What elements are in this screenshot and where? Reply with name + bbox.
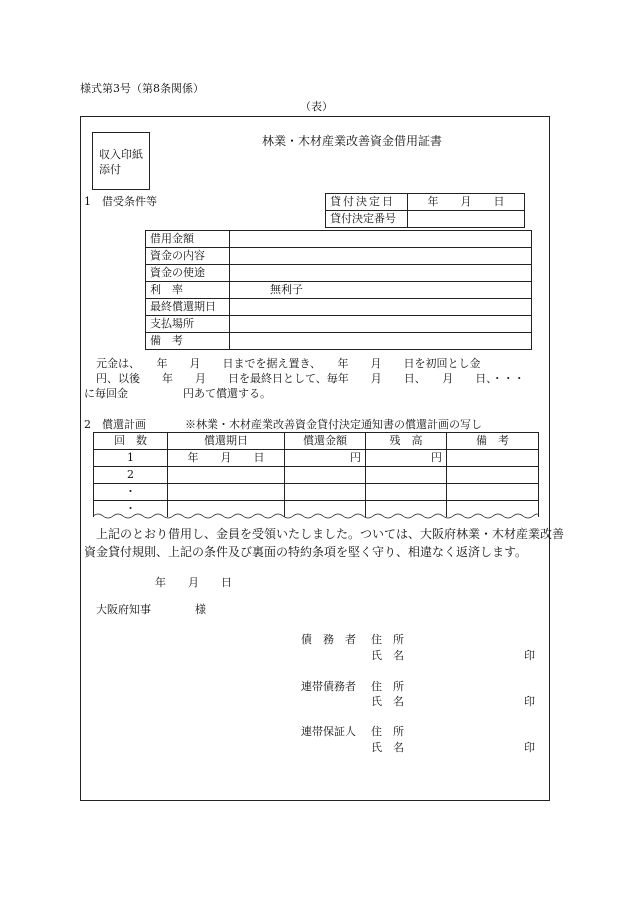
table-row <box>94 484 539 501</box>
schedule-cell: ・ <box>94 484 168 501</box>
section2-label: 2 償還計画 <box>84 418 146 431</box>
condition-value: 無利子 <box>230 282 532 299</box>
condition-label: 最終償還期日 <box>146 299 230 316</box>
condition-label: 利 率 <box>146 282 230 299</box>
schedule-cell <box>366 484 447 501</box>
seal-mark: 印 <box>524 695 535 708</box>
revenue-stamp-box <box>92 132 150 190</box>
document-title: 林業・木材産業改善資金借用証書 <box>262 134 443 148</box>
section1-label: 1 借受条件等 <box>84 195 157 208</box>
table-row <box>146 231 532 248</box>
seal-mark: 印 <box>524 649 535 662</box>
condition-value <box>230 231 532 248</box>
table-row <box>146 282 532 299</box>
table-row <box>94 467 539 484</box>
condition-label: 支払場所 <box>146 316 230 333</box>
decision-number-value <box>408 211 525 228</box>
condition-value <box>230 265 532 282</box>
statement-line1: 上記のとおり借用し、金員を受領いたしました。ついては、大阪府林業・木材産業改善 <box>96 527 565 541</box>
signer-name-label: 氏 名 <box>371 741 404 754</box>
signer-address-label: 住 所 <box>371 725 404 738</box>
condition-label: 備 考 <box>146 333 230 350</box>
signing-date: 年 月 日 <box>155 576 232 589</box>
signer-address-label: 住 所 <box>371 633 404 646</box>
repayment-text-line2: 円、以後 年 月 日を最終日として、毎年 月 日、 月 日、・・・ <box>96 372 525 385</box>
schedule-cell: 1 <box>94 450 168 467</box>
condition-value <box>230 333 532 350</box>
table-row <box>94 433 539 450</box>
schedule-cell: 円 <box>285 450 366 467</box>
condition-value <box>230 316 532 333</box>
table-break-wave <box>93 512 539 520</box>
table-row <box>146 265 532 282</box>
decision-number-label: 貸付決定番号 <box>326 211 408 228</box>
stamp-label-line2: 添付 <box>99 163 121 176</box>
condition-label: 資金の内容 <box>146 248 230 265</box>
repayment-text-line1: 元金は、 年 月 日までを据え置き、 年 月 日を初回とし金 <box>96 357 481 370</box>
addressee: 大阪府知事 様 <box>96 603 206 616</box>
signer-role: 債 務 者 <box>301 633 356 646</box>
table-row <box>94 450 539 467</box>
schedule-cell: ・ <box>94 501 168 518</box>
repayment-text-line3: に毎回金 円あて償還する。 <box>84 387 271 400</box>
seal-mark: 印 <box>524 741 535 754</box>
schedule-cell: 円 <box>366 450 447 467</box>
table-row <box>326 211 525 228</box>
signer-role: 連帯保証人 <box>301 725 356 738</box>
schedule-cell <box>285 467 366 484</box>
table-row <box>326 194 525 211</box>
table-row <box>146 299 532 316</box>
table-row <box>146 333 532 350</box>
schedule-header-cell: 償還期日 <box>168 433 285 450</box>
schedule-cell <box>285 484 366 501</box>
decision-date-label: 貸付決定日 <box>326 194 408 211</box>
schedule-header-cell: 償還金額 <box>285 433 366 450</box>
loan-conditions-table <box>145 230 532 350</box>
schedule-header-cell: 備 考 <box>447 433 539 450</box>
schedule-header-cell: 残 高 <box>366 433 447 450</box>
repayment-schedule-table <box>93 432 539 517</box>
loan-decision-table <box>325 193 525 228</box>
signer-name-label: 氏 名 <box>371 649 404 662</box>
schedule-header-cell: 回 数 <box>94 433 168 450</box>
condition-value <box>230 248 532 265</box>
schedule-cell <box>447 484 539 501</box>
schedule-cell <box>447 467 539 484</box>
schedule-cell <box>168 484 285 501</box>
statement-line2: 資金貸付規則、上記の条件及び裏面の特約条項を堅く守り、相違なく返済します。 <box>84 545 528 559</box>
schedule-cell <box>447 450 539 467</box>
signer-address-label: 住 所 <box>371 680 404 693</box>
schedule-cell <box>366 467 447 484</box>
condition-label: 借用金額 <box>146 231 230 248</box>
table-row <box>146 248 532 265</box>
schedule-cell: 2 <box>94 467 168 484</box>
schedule-cell: 年 月 日 <box>168 450 285 467</box>
form-id: 様式第3号（第8条関係） <box>80 82 204 95</box>
decision-date-value: 年 月 日 <box>408 194 525 211</box>
signer-name-label: 氏 名 <box>371 695 404 708</box>
table-row <box>146 316 532 333</box>
schedule-cell <box>168 467 285 484</box>
side-label: （表） <box>300 100 333 113</box>
stamp-label-line1: 収入印紙 <box>99 148 143 161</box>
condition-value <box>230 299 532 316</box>
condition-label: 資金の使途 <box>146 265 230 282</box>
section2-note: ※林業・木材産業改善資金貸付決定通知書の償還計画の写し <box>185 418 482 431</box>
signer-role: 連帯債務者 <box>301 680 356 693</box>
